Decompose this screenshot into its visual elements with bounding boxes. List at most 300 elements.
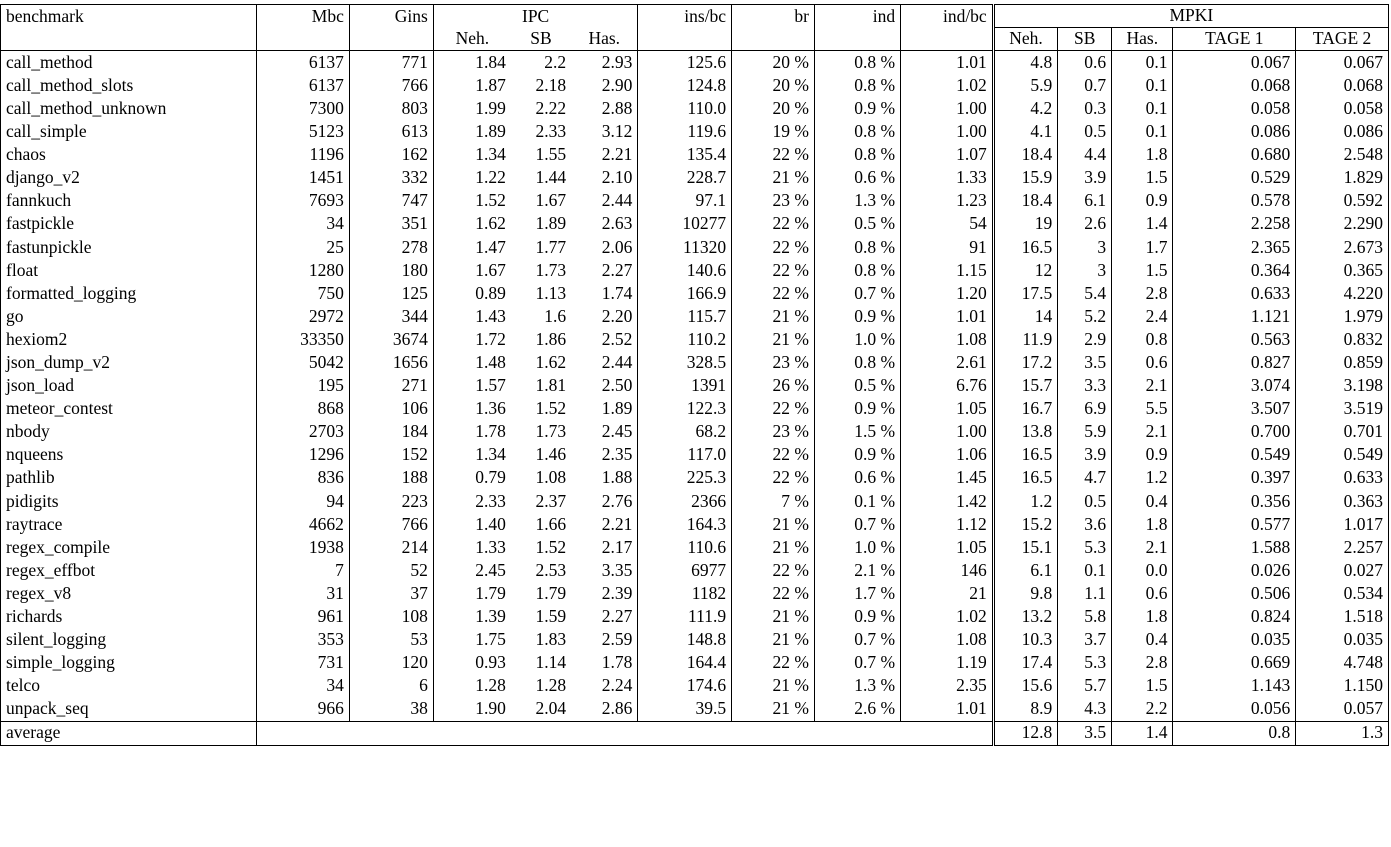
cell-ind-bc: 146 (960, 559, 987, 580)
cell-mpki-neh: 4.2 (993, 97, 1058, 120)
cell-ipc-neh: 1.28 (475, 675, 506, 696)
cell-ipc-neh: 1.90 (475, 698, 506, 719)
cell-tage1: 1.121 (1173, 305, 1296, 328)
cell-ipc-has: 2.76 (571, 490, 638, 513)
cell-tage2: 4.748 (1343, 652, 1383, 673)
cell-ind-bc: 54 (969, 213, 987, 234)
cell-benchmark: silent_logging (1, 628, 257, 651)
cell-ipc-has: 2.52 (571, 328, 638, 351)
cell-benchmark: raytrace (1, 513, 257, 536)
cell-ind: 1.3 % (814, 190, 900, 213)
cell-mpki-sb: 3 (1058, 236, 1112, 259)
cell-ipc-neh: 1.36 (475, 398, 506, 419)
cell-mpki-has: 5.5 (1112, 397, 1173, 420)
cell-ind: 0.9 % (814, 97, 900, 120)
cell-ind: 0.8 % (814, 259, 900, 282)
average-tage1: 0.8 (1173, 721, 1296, 745)
ipc-sub-has: Has. (571, 28, 638, 51)
table-row (1, 444, 1389, 467)
cell-ind: 1.5 % (814, 421, 900, 444)
cell-ipc-sb: 2.04 (535, 698, 567, 719)
ipc-sub-sb: SB (511, 28, 571, 51)
cell-tage2: 0.701 (1343, 421, 1383, 442)
table-row (1, 259, 1389, 282)
cell-ins-bc: 68.2 (638, 421, 732, 444)
cell-mpki-has: 2.2 (1112, 698, 1173, 722)
cell-ipc-sb: 2.18 (535, 74, 567, 95)
cell-ins-bc: 10277 (638, 213, 732, 236)
cell-mpki-sb: 5.3 (1058, 651, 1112, 674)
cell-mpki-sb: 0.7 (1058, 74, 1112, 97)
cell-tage2: 1.518 (1343, 606, 1383, 627)
cell-tage2: 0.859 (1343, 352, 1383, 373)
cell-ipc-sb: 1.14 (535, 652, 567, 673)
cell-ipc-has: 3.35 (571, 559, 638, 582)
cell-mpki-sb: 4.4 (1058, 143, 1112, 166)
cell-tage2: 0.057 (1343, 698, 1383, 719)
cell-mpki-has: 0.1 (1112, 74, 1173, 97)
cell-mpki-has: 1.5 (1112, 675, 1173, 698)
cell-br: 23 % (732, 351, 815, 374)
cell-mpki-has: 0.6 (1112, 582, 1173, 605)
cell-tage2: 0.086 (1343, 121, 1383, 142)
cell-br: 22 % (732, 397, 815, 420)
cell-mpki-neh: 16.7 (993, 397, 1058, 420)
cell-ipc-neh: 1.75 (475, 629, 506, 650)
cell-mpki-sb: 0.6 (1058, 51, 1112, 75)
cell-br: 21 % (732, 166, 815, 189)
cell-benchmark: nbody (1, 421, 257, 444)
cell-mpki-has: 2.1 (1112, 421, 1173, 444)
cell-ipc-sb: 1.46 (535, 444, 567, 465)
cell-tage2: 1.150 (1343, 675, 1383, 696)
average-label: average (1, 721, 257, 745)
cell-ind-bc: 1.02 (956, 606, 987, 627)
cell-mpki-has: 0.1 (1112, 120, 1173, 143)
cell-benchmark: nqueens (1, 444, 257, 467)
cell-ind-bc: 1.33 (956, 167, 987, 188)
cell-br: 22 % (732, 259, 815, 282)
cell-gins: 766 (349, 74, 433, 97)
cell-tage1: 0.397 (1173, 467, 1296, 490)
cell-mpki-has: 0.1 (1112, 97, 1173, 120)
cell-mpki-neh: 18.4 (993, 190, 1058, 213)
cell-br: 19 % (732, 120, 815, 143)
table-row (1, 120, 1389, 143)
cell-mpki-neh: 17.2 (993, 351, 1058, 374)
cell-ind: 0.9 % (814, 444, 900, 467)
cell-ind: 1.3 % (814, 675, 900, 698)
cell-mpki-has: 2.4 (1112, 305, 1173, 328)
table-row (1, 513, 1389, 536)
cell-tage1: 0.680 (1173, 143, 1296, 166)
cell-mpki-sb: 0.5 (1058, 490, 1112, 513)
cell-mpki-neh: 15.7 (993, 374, 1058, 397)
cell-ipc-sb: 1.66 (535, 513, 567, 534)
cell-benchmark: regex_v8 (1, 582, 257, 605)
cell-ins-bc: 140.6 (638, 259, 732, 282)
col-header-br: br (732, 5, 815, 28)
cell-gins: 125 (349, 282, 433, 305)
cell-ipc-sb: 1.08 (535, 467, 567, 488)
cell-ind: 0.7 % (814, 628, 900, 651)
cell-mpki-neh: 15.6 (993, 675, 1058, 698)
cell-ipc-neh: 1.57 (475, 375, 506, 396)
cell-ind-bc: 21 (969, 582, 987, 603)
cell-tage2: 0.592 (1343, 190, 1383, 211)
cell-gins: 152 (349, 444, 433, 467)
cell-tage2: 1.017 (1343, 513, 1383, 534)
cell-gins: 52 (349, 559, 433, 582)
cell-gins: 53 (349, 628, 433, 651)
cell-mpki-has: 1.5 (1112, 259, 1173, 282)
cell-benchmark: call_method_unknown (1, 97, 257, 120)
cell-gins: 184 (349, 421, 433, 444)
cell-ind: 0.7 % (814, 651, 900, 674)
cell-ind-bc: 1.45 (956, 467, 987, 488)
cell-mpki-sb: 1.1 (1058, 582, 1112, 605)
cell-mpki-sb: 5.8 (1058, 605, 1112, 628)
cell-gins: 162 (349, 143, 433, 166)
table-row (1, 74, 1389, 97)
cell-tage2: 2.290 (1343, 213, 1383, 234)
cell-ipc-neh: 1.52 (475, 190, 506, 211)
cell-ipc-neh: 1.79 (475, 582, 506, 603)
cell-mpki-has: 0.1 (1112, 51, 1173, 75)
cell-tage2: 2.257 (1343, 536, 1383, 557)
cell-mpki-neh: 13.8 (993, 421, 1058, 444)
cell-tage1: 0.035 (1173, 628, 1296, 651)
cell-tage1: 0.026 (1173, 559, 1296, 582)
cell-mpki-sb: 3.3 (1058, 374, 1112, 397)
cell-tage1: 0.058 (1173, 97, 1296, 120)
average-row (1, 721, 1389, 745)
cell-ind: 0.7 % (814, 282, 900, 305)
table-row (1, 143, 1389, 166)
cell-ins-bc: 2366 (638, 490, 732, 513)
cell-ind-bc: 6.76 (956, 375, 987, 396)
cell-ins-bc: 110.0 (638, 97, 732, 120)
cell-mpki-neh: 18.4 (993, 143, 1058, 166)
table-row (1, 351, 1389, 374)
cell-mpki-neh: 19 (993, 213, 1058, 236)
cell-ind: 0.1 % (814, 490, 900, 513)
table-row (1, 651, 1389, 674)
cell-gins: 120 (349, 651, 433, 674)
cell-br: 21 % (732, 513, 815, 536)
cell-ins-bc: 122.3 (638, 397, 732, 420)
table-row (1, 605, 1389, 628)
cell-gins: 344 (349, 305, 433, 328)
cell-tage1: 0.506 (1173, 582, 1296, 605)
cell-tage1: 0.577 (1173, 513, 1296, 536)
cell-mbc: 31 (257, 582, 350, 605)
cell-tage1: 0.824 (1173, 605, 1296, 628)
cell-mbc: 94 (257, 490, 350, 513)
cell-ipc-neh: 1.48 (475, 352, 506, 373)
cell-ind-bc: 1.05 (956, 398, 987, 419)
cell-gins: 188 (349, 467, 433, 490)
cell-mbc: 7 (257, 559, 350, 582)
cell-mpki-has: 1.4 (1112, 213, 1173, 236)
cell-ipc-sb: 1.6 (544, 305, 567, 326)
cell-ipc-sb: 1.73 (535, 421, 567, 442)
cell-gins: 6 (349, 675, 433, 698)
cell-ipc-has: 1.88 (571, 467, 638, 490)
cell-mpki-has: 0.4 (1112, 490, 1173, 513)
cell-ins-bc: 117.0 (638, 444, 732, 467)
cell-ind: 2.1 % (814, 559, 900, 582)
table-body (1, 51, 1389, 722)
table-row (1, 190, 1389, 213)
cell-mpki-has: 2.8 (1112, 282, 1173, 305)
cell-ins-bc: 115.7 (638, 305, 732, 328)
cell-ipc-neh: 1.99 (475, 97, 506, 118)
cell-br: 21 % (732, 675, 815, 698)
average-tage2: 1.3 (1296, 721, 1389, 745)
cell-ipc-neh: 1.33 (475, 536, 506, 557)
cell-br: 22 % (732, 467, 815, 490)
cell-mpki-neh: 17.4 (993, 651, 1058, 674)
cell-ipc-has: 3.12 (571, 120, 638, 143)
cell-ipc-sb: 1.67 (535, 190, 567, 211)
cell-mpki-sb: 5.2 (1058, 305, 1112, 328)
average-empty-span (257, 721, 993, 745)
cell-tage2: 3.198 (1343, 375, 1383, 396)
cell-benchmark: call_method_slots (1, 74, 257, 97)
cell-ind: 0.8 % (814, 74, 900, 97)
cell-gins: 747 (349, 190, 433, 213)
cell-ins-bc: 328.5 (638, 351, 732, 374)
cell-mpki-has: 2.1 (1112, 374, 1173, 397)
cell-benchmark: json_load (1, 374, 257, 397)
cell-gins: 214 (349, 536, 433, 559)
cell-tage1: 0.578 (1173, 190, 1296, 213)
cell-ind: 0.5 % (814, 213, 900, 236)
cell-benchmark: regex_compile (1, 536, 257, 559)
cell-tage1: 0.067 (1173, 51, 1296, 75)
cell-mpki-sb: 5.7 (1058, 675, 1112, 698)
cell-gins: 37 (349, 582, 433, 605)
cell-ipc-has: 2.21 (571, 513, 638, 536)
cell-gins: 108 (349, 605, 433, 628)
cell-br: 23 % (732, 421, 815, 444)
cell-tage1: 0.700 (1173, 421, 1296, 444)
col-header-ins-bc: ins/bc (638, 5, 732, 28)
cell-tage1: 3.507 (1173, 397, 1296, 420)
cell-mbc: 25 (257, 236, 350, 259)
cell-mpki-sb: 3.9 (1058, 166, 1112, 189)
cell-ipc-neh: 1.72 (475, 328, 506, 349)
cell-ind-bc: 1.00 (956, 97, 987, 118)
mpki-sub-neh: Neh. (993, 28, 1058, 51)
cell-mpki-sb: 6.9 (1058, 397, 1112, 420)
cell-ipc-sb: 1.59 (535, 606, 567, 627)
cell-benchmark: go (1, 305, 257, 328)
cell-benchmark: unpack_seq (1, 698, 257, 722)
cell-gins: 106 (349, 397, 433, 420)
cell-tage2: 3.519 (1343, 398, 1383, 419)
cell-benchmark: chaos (1, 143, 257, 166)
cell-mbc: 868 (257, 397, 350, 420)
cell-ipc-neh: 1.67 (475, 259, 506, 280)
cell-tage1: 3.074 (1173, 374, 1296, 397)
cell-tage1: 2.365 (1173, 236, 1296, 259)
cell-ind: 0.7 % (814, 513, 900, 536)
cell-ind: 2.6 % (814, 698, 900, 722)
col-header-mbc: Mbc (257, 5, 350, 28)
cell-tage2: 0.633 (1343, 467, 1383, 488)
table-row (1, 374, 1389, 397)
cell-mpki-sb: 0.3 (1058, 97, 1112, 120)
cell-br: 22 % (732, 282, 815, 305)
table-row (1, 467, 1389, 490)
cell-ins-bc: 125.6 (638, 51, 732, 75)
cell-tage1: 1.143 (1173, 675, 1296, 698)
col-header-ind: ind (814, 5, 900, 28)
cell-ipc-has: 2.39 (571, 582, 638, 605)
cell-gins: 613 (349, 120, 433, 143)
cell-mbc: 2703 (257, 421, 350, 444)
table-row (1, 213, 1389, 236)
benchmark-table (0, 4, 1389, 746)
cell-ipc-sb: 1.44 (535, 167, 567, 188)
cell-ins-bc: 164.3 (638, 513, 732, 536)
cell-mpki-neh: 15.2 (993, 513, 1058, 536)
cell-tage1: 0.364 (1173, 259, 1296, 282)
cell-ipc-sb: 1.77 (535, 236, 567, 257)
cell-br: 20 % (732, 74, 815, 97)
table-row (1, 536, 1389, 559)
cell-ind: 1.7 % (814, 582, 900, 605)
cell-ins-bc: 124.8 (638, 74, 732, 97)
cell-ind: 0.8 % (814, 120, 900, 143)
cell-ipc-neh: 0.79 (475, 467, 506, 488)
cell-ipc-sb: 2.22 (535, 97, 567, 118)
cell-ind-bc: 1.06 (956, 444, 987, 465)
cell-ipc-has: 2.88 (571, 97, 638, 120)
cell-mpki-sb: 6.1 (1058, 190, 1112, 213)
cell-mpki-sb: 5.9 (1058, 421, 1112, 444)
cell-ins-bc: 6977 (638, 559, 732, 582)
cell-ipc-sb: 1.81 (535, 375, 567, 396)
cell-benchmark: hexiom2 (1, 328, 257, 351)
cell-ipc-has: 2.27 (571, 259, 638, 282)
cell-ipc-has: 2.35 (571, 444, 638, 467)
cell-ins-bc: 1391 (638, 374, 732, 397)
table-row (1, 166, 1389, 189)
cell-tage1: 0.068 (1173, 74, 1296, 97)
cell-br: 22 % (732, 444, 815, 467)
cell-br: 26 % (732, 374, 815, 397)
table-row (1, 628, 1389, 651)
cell-tage2: 1.979 (1343, 305, 1383, 326)
cell-tage1: 0.827 (1173, 351, 1296, 374)
cell-mbc: 7300 (257, 97, 350, 120)
cell-mpki-neh: 14 (993, 305, 1058, 328)
cell-tage2: 4.220 (1343, 282, 1383, 303)
cell-gins: 38 (349, 698, 433, 722)
cell-ipc-has: 1.78 (571, 651, 638, 674)
cell-ind-bc: 1.15 (956, 259, 987, 280)
cell-benchmark: fastunpickle (1, 236, 257, 259)
cell-ind-bc: 1.07 (956, 144, 987, 165)
cell-tage2: 0.058 (1343, 97, 1383, 118)
cell-mbc: 7693 (257, 190, 350, 213)
average-mpki-has: 1.4 (1112, 721, 1173, 745)
cell-mpki-neh: 12 (993, 259, 1058, 282)
cell-benchmark: richards (1, 605, 257, 628)
cell-ipc-neh: 0.89 (475, 282, 506, 303)
cell-tage2: 0.365 (1343, 259, 1383, 280)
cell-ins-bc: 228.7 (638, 166, 732, 189)
cell-tage2: 2.548 (1343, 144, 1383, 165)
cell-ipc-neh: 1.40 (475, 513, 506, 534)
cell-ipc-neh: 1.47 (475, 236, 506, 257)
cell-tage2: 1.829 (1343, 167, 1383, 188)
cell-ind: 0.8 % (814, 236, 900, 259)
table-row (1, 397, 1389, 420)
cell-mbc: 5123 (257, 120, 350, 143)
cell-ipc-sb: 1.55 (535, 144, 567, 165)
cell-ipc-sb: 1.89 (535, 213, 567, 234)
cell-ipc-neh: 1.39 (475, 606, 506, 627)
cell-ins-bc: 119.6 (638, 120, 732, 143)
cell-ind: 0.5 % (814, 374, 900, 397)
cell-benchmark: float (1, 259, 257, 282)
cell-ipc-sb: 2.33 (535, 121, 567, 142)
cell-mbc: 353 (257, 628, 350, 651)
ipc-sub-neh: Neh. (433, 28, 511, 51)
cell-tage1: 1.588 (1173, 536, 1296, 559)
cell-mpki-sb: 2.6 (1058, 213, 1112, 236)
cell-mbc: 5042 (257, 351, 350, 374)
table-row (1, 51, 1389, 75)
cell-mpki-has: 0.8 (1112, 328, 1173, 351)
cell-mpki-neh: 16.5 (993, 444, 1058, 467)
cell-gins: 332 (349, 166, 433, 189)
cell-ins-bc: 135.4 (638, 143, 732, 166)
cell-ipc-has: 2.44 (571, 190, 638, 213)
cell-ipc-has: 2.27 (571, 605, 638, 628)
cell-gins: 766 (349, 513, 433, 536)
cell-br: 22 % (732, 143, 815, 166)
cell-tage2: 0.067 (1296, 51, 1389, 75)
cell-ind-bc: 1.12 (956, 513, 987, 534)
cell-ins-bc: 39.5 (638, 698, 732, 722)
cell-ind: 1.0 % (814, 328, 900, 351)
cell-mpki-sb: 5.4 (1058, 282, 1112, 305)
cell-ipc-has: 2.17 (571, 536, 638, 559)
col-header-ipc: IPC (433, 5, 638, 28)
cell-ind-bc: 1.02 (956, 74, 987, 95)
header-row-2 (1, 28, 1389, 51)
cell-benchmark: pidigits (1, 490, 257, 513)
cell-ipc-neh: 1.87 (475, 74, 506, 95)
mpki-sub-tage1: TAGE 1 (1173, 28, 1296, 51)
cell-ind: 0.9 % (814, 397, 900, 420)
cell-mbc: 1451 (257, 166, 350, 189)
cell-ind: 1.0 % (814, 536, 900, 559)
cell-mbc: 195 (257, 374, 350, 397)
cell-ipc-has: 2.90 (571, 74, 638, 97)
cell-tage2: 0.549 (1343, 444, 1383, 465)
cell-mbc: 966 (257, 698, 350, 722)
cell-mpki-neh: 9.8 (993, 582, 1058, 605)
cell-ind-bc: 2.35 (956, 675, 987, 696)
cell-mpki-neh: 11.9 (993, 328, 1058, 351)
cell-ind: 0.9 % (814, 305, 900, 328)
